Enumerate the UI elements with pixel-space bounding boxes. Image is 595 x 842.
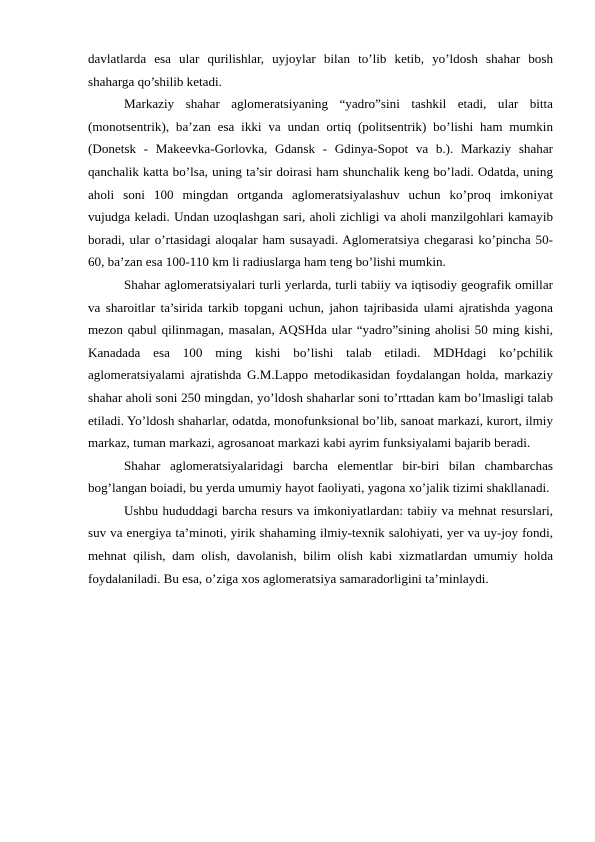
document-body xyxy=(88,48,553,590)
paragraph-criteria: Shahar aglomeratsiyalari turli yerlarda, turli tabiiy va iqtisodiy geografik omillar va sharoitlar ta’sirida tarkib topgani uchun, jahon tajribasida ulami ajratishda yagona mezon qabul qilinmagan, masalan, AQSHda ular “yadro”sining aholisi 50 ming kishi, Kanadada esa 100 ming kishi bo’lishi talab etiladi. MDHdagi ko’pchilik aglomeratsiyalami ajratishda G.M.Lappo metodikasidan foydalangan holda, markaziy shahar aholi soni 250 mingdan, yo’ldosh shaharlar soni to’rttadan kam bo’lmasligi talab etiladi. Yo’ldosh shaharlar, odatda, monofunksional bo’lib, sanoat markazi, kurort, ilmiy markaz, tuman markazi, agrosanoat markazi kabi ayrim funksiyalami bajarib beradi. xyxy=(88,276,553,451)
paragraph-central-city: Markaziy shahar aglomeratsiyaning “yadro”sini tashkil etadi, ular bitta (monotsentrik), ba’zan esa ikki va undan ortiq (politsentrik) bo’lishi ham mumkin (Donetsk - Makeevka-Gorlovka, Gdansk - Gdinya-Sopot va b.). Markaziy shahar qanchalik katta bo’lsa, uning ta’sir doirasi ham shunchalik keng bo’ladi. Odatda, uning aholi soni 100 mingdan ortganda aglomeratsiyalashuv uchun ko’proq imkoniyat vujudga keladi. Undan uzoqlashgan sari, aholi zichligi va aholi manzilgohlari kamayib boradi, ular o’rtasidagi aloqalar ham susayadi. Aglomeratsiya chegarasi ko’pincha 50-60, ba’zan esa 100-110 km li radiuslarga ham teng bo’lishi mumkin. xyxy=(88,96,553,270)
paragraph-resources: Ushbu hududdagi barcha resurs va imkoniyatlardan: tabiiy va mehnat resurslari, suv va energiya ta’minoti, yirik shahaming ilmiy-texnik salohiyati, yer va uy-joy fondi, mehnat qilish, dam olish, davolanish, bilim olish kabi xizmatlardan umumiy holda foydalaniladi. Bu esa, o’ziga xos aglomeratsiya samaradorligini ta’minlaydi. xyxy=(88,502,553,586)
paragraph-elements: Shahar aglomeratsiyalaridagi barcha elementlar bir-biri bilan chambarchas bog’langan boiadi, bu yerda umumiy hayot faoliyati, yagona xo’jalik tizimi shakllanadi. xyxy=(88,457,553,496)
paragraph-continuation: davlatlarda esa ular qurilishlar, uyjoylar bilan to’lib ketib, yo’ldosh shahar bosh shaharga qo’shilib ketadi. xyxy=(88,51,553,89)
